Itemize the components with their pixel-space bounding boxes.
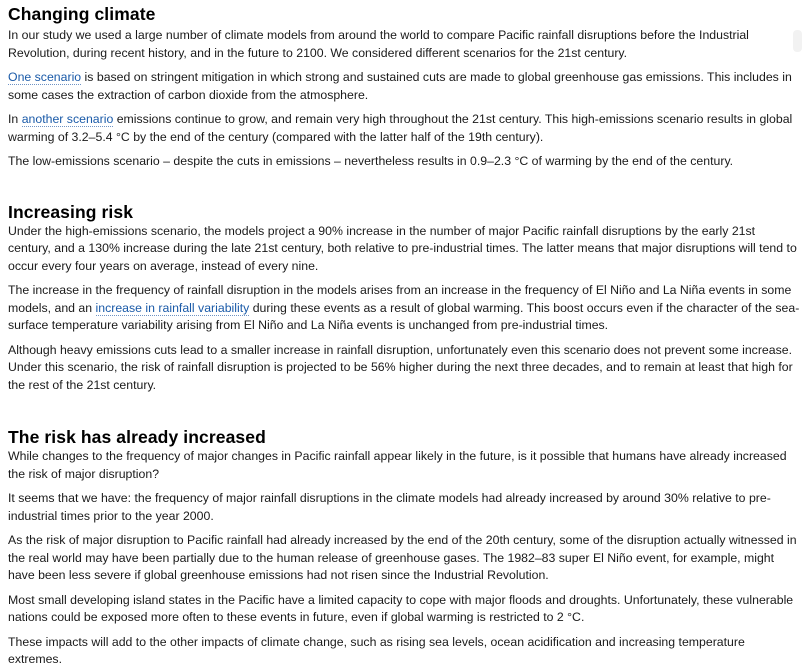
paragraph-text: emissions continue to grow, and remain very high throughout the 21st century. This high-emissions scenario results in global warming of 3.2–5.4 °C by the end of the century (compared with the latter half of the 19th century). <box>8 112 793 144</box>
paragraph <box>8 111 800 146</box>
section-heading: Changing climate <box>8 4 156 24</box>
paragraph <box>8 69 800 104</box>
paragraph-text: The low-emissions scenario – despite the cuts in emissions – nevertheless results in 0.9–2.3 °C of warming by the end of the century. <box>8 154 734 168</box>
link-one-scenario[interactable]: One scenario <box>8 70 82 84</box>
paragraph <box>8 490 800 525</box>
paragraph-text: The increase in the frequency of rainfall disruption in the models arises from an increase in the frequency of El Niño and La Niña events in some models, and an <box>8 283 792 315</box>
paragraph-text: In <box>8 112 22 126</box>
paragraph <box>8 592 800 627</box>
paragraph-text: It seems that we have: the frequency of major rainfall disruptions in the climate models had already increased by around 30% relative to pre-industrial times prior to the year 2000. <box>8 491 771 523</box>
paragraph-text: As the risk of major disruption to Pacific rainfall had already increased by the end of the 20th century, some of the disruption actually witnessed in the real world may have been partially due to the human release of greenhouse gases. The 1982–83 super El Niño event, for example, might have been less severe if global greenhouse emissions had not risen since the Industrial Revolution. <box>8 533 797 582</box>
paragraph <box>8 153 800 171</box>
section-heading: The risk has already increased <box>8 427 266 447</box>
paragraph-text: is based on stringent mitigation in which strong and sustained cuts are made to global greenhouse gas emissions. This includes in some cases the extraction of carbon dioxide from the atmosphere. <box>8 70 792 102</box>
paragraph-text: Most small developing island states in the Pacific have a limited capacity to cope with major floods and droughts. Unfortunately, these vulnerable nations could be exposed more often to these events in future, even if global warming is restricted to 2 °C. <box>8 592 794 624</box>
link-increase-in-rainfall-variability[interactable]: increase in rainfall variability <box>95 300 250 315</box>
paragraph <box>8 223 800 276</box>
paragraph-text: Under the high-emissions scenario, the models project a 90% increase in the number of major Pacific rainfall disruptions by the early 21st century, and a 130% increase during the late 21st century, both relative to pre-industrial times. The latter means that major disruptions will tend to occur every four years on average, instead of every nine. <box>8 223 797 273</box>
paragraph-text: While changes to the frequency of major changes in Pacific rainfall appear likely in the future, is it possible that humans have already increased the risk of major disruption? <box>8 449 787 481</box>
section-heading: Increasing risk <box>8 201 134 222</box>
paragraph <box>8 342 800 395</box>
paragraph <box>8 634 800 669</box>
paragraph <box>8 27 800 62</box>
paragraph-text: In our study we used a large number of climate models from around the world to compare Pacific rainfall disruptions before the Industrial Revolution, during recent history, and in the future to 2100. We considered different scenarios for the 21st century. <box>8 28 749 60</box>
paragraph-text: Although heavy emissions cuts lead to a smaller increase in rainfall disruption, unfortunately even this scenario does not prevent some increase. Under this scenario, the risk of rainfall disruption is projected to be 56% higher during the next three decades, and to remain at least that high for the rest of the 21st century. <box>8 342 793 392</box>
link-another-scenario[interactable]: another scenario <box>21 112 114 126</box>
paragraph-text: during these events as a result of global warming. This boost occurs even if the character of the sea-surface temperature variability arising from El Niño and La Niña events is unchanged from pre-industrial times. <box>8 300 800 332</box>
paragraph <box>8 448 800 483</box>
article-body <box>8 0 800 669</box>
paragraph <box>8 532 800 585</box>
scroll-indicator[interactable] <box>793 30 802 52</box>
paragraph <box>8 282 800 335</box>
paragraph-text: These impacts will add to the other impacts of climate change, such as rising sea levels, ocean acidification and increasing temperature extremes. <box>8 634 745 666</box>
